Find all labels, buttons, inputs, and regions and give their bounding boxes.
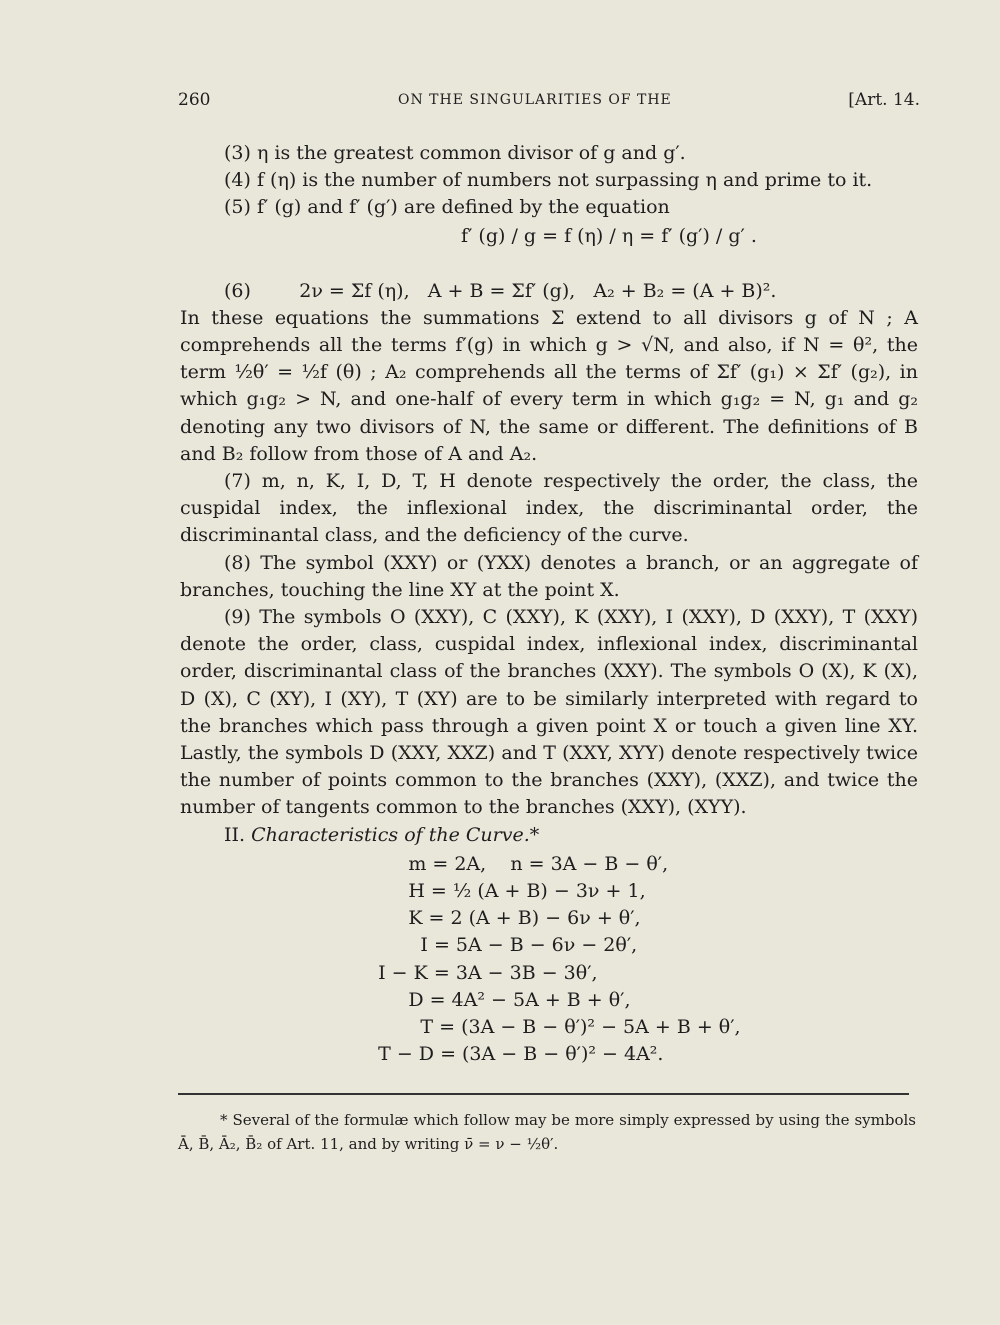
- characteristic-equation: K = 2 (A + B) − 6ν + θ′,: [360, 907, 641, 930]
- footnote: [178, 1108, 916, 1156]
- section-numeral: II.: [224, 823, 246, 846]
- item-4: (4) f (η) is the number of numbers not surpassing η and prime to it.: [224, 169, 873, 192]
- paragraph-summations: In these equations the summations Σ extend to all divisors g of N ; A comprehends all the terms f′(g) in which g > √N, and also, if N = θ², the term ½θ′ = ½f (θ) ; A₂ comprehends all the terms of Σf′ (g₁) × Σf′ (g₂), in which g₁g₂ > N, and one-half of every term in which g₁g₂ = N, g₁ and g₂ denoting any two divisors of N, the same or different. The definitions of B and B₂ follow from those of A and A₂.: [180, 306, 918, 465]
- characteristic-equation: D = 4A² − 5A + B + θ′,: [360, 988, 631, 1011]
- article-reference: [Art. 14.: [848, 90, 920, 110]
- characteristics-equations: [180, 851, 918, 1069]
- characteristic-equation: H = ½ (A + B) − 3ν + 1,: [360, 880, 646, 903]
- characteristic-equation: T − D = (3A − B − θ′)² − 4A².: [360, 1043, 664, 1066]
- page-body: [180, 140, 918, 1069]
- characteristic-equation: I = 5A − B − 6ν − 2θ′,: [360, 934, 638, 957]
- footnote-text: * Several of the formulæ which follow may be more simply expressed by using the symbols Ā, B̄, Ā₂, B̄₂ of Art. 11, and by writing ν̄ = ν − ½θ′.: [178, 1111, 916, 1153]
- item-8: (8) The symbol (XXY) or (YXX) denotes a branch, or an aggregate of branches, touching the line XY at the point X.: [180, 551, 918, 601]
- page-number: 260: [178, 90, 211, 110]
- section-heading: [180, 822, 918, 849]
- characteristic-equation: m = 2A, n = 3A − B − θ′,: [360, 852, 669, 875]
- equation-6: (6) 2ν = Σf (η), A + B = Σf′ (g), A₂ + B₂ = (A + B)².: [224, 279, 777, 302]
- running-title: ON THE SINGULARITIES OF THE: [398, 92, 672, 108]
- characteristic-equation: I − K = 3A − 3B − 3θ′,: [360, 961, 598, 984]
- footnote-divider: [178, 1093, 909, 1095]
- equation-5: f′ (g) / g = f (η) / η = f′ (g′) / g′ .: [461, 224, 757, 247]
- characteristic-equation: T = (3A − B − θ′)² − 5A + B + θ′,: [360, 1016, 741, 1039]
- item-3: (3) η is the greatest common divisor of g and g′.: [224, 142, 686, 164]
- item-9: (9) The symbols O (XXY), C (XXY), K (XXY), I (XXY), D (XXY), T (XXY) denote the order, class, cuspidal index, inflexional index, discriminantal order, discriminantal class of the branches (XXY). The symbols O (X), K (X), D (X), C (XY), I (XY), T (XY) are to be similarly interpreted with regard to the branches which pass through a given point X or touch a given line XY. Lastly, the symbols D (XXY, XXZ) and T (XXY, XYY) denote respectively twice the number of points common to the branches (XXY), (XXZ), and twice the number of tangents common to the branches (XXY), (XYY).: [180, 606, 918, 819]
- running-header: [178, 90, 920, 118]
- section-title: Characteristics of the Curve.*: [251, 823, 540, 846]
- item-7: (7) m, n, K, I, D, T, H denote respectively the order, the class, the cuspidal index, the inflexional index, the discriminantal order, the discriminantal class, and the deficiency of the curve.: [180, 470, 918, 547]
- item-5: (5) f′ (g) and f′ (g′) are defined by the equation: [224, 196, 670, 219]
